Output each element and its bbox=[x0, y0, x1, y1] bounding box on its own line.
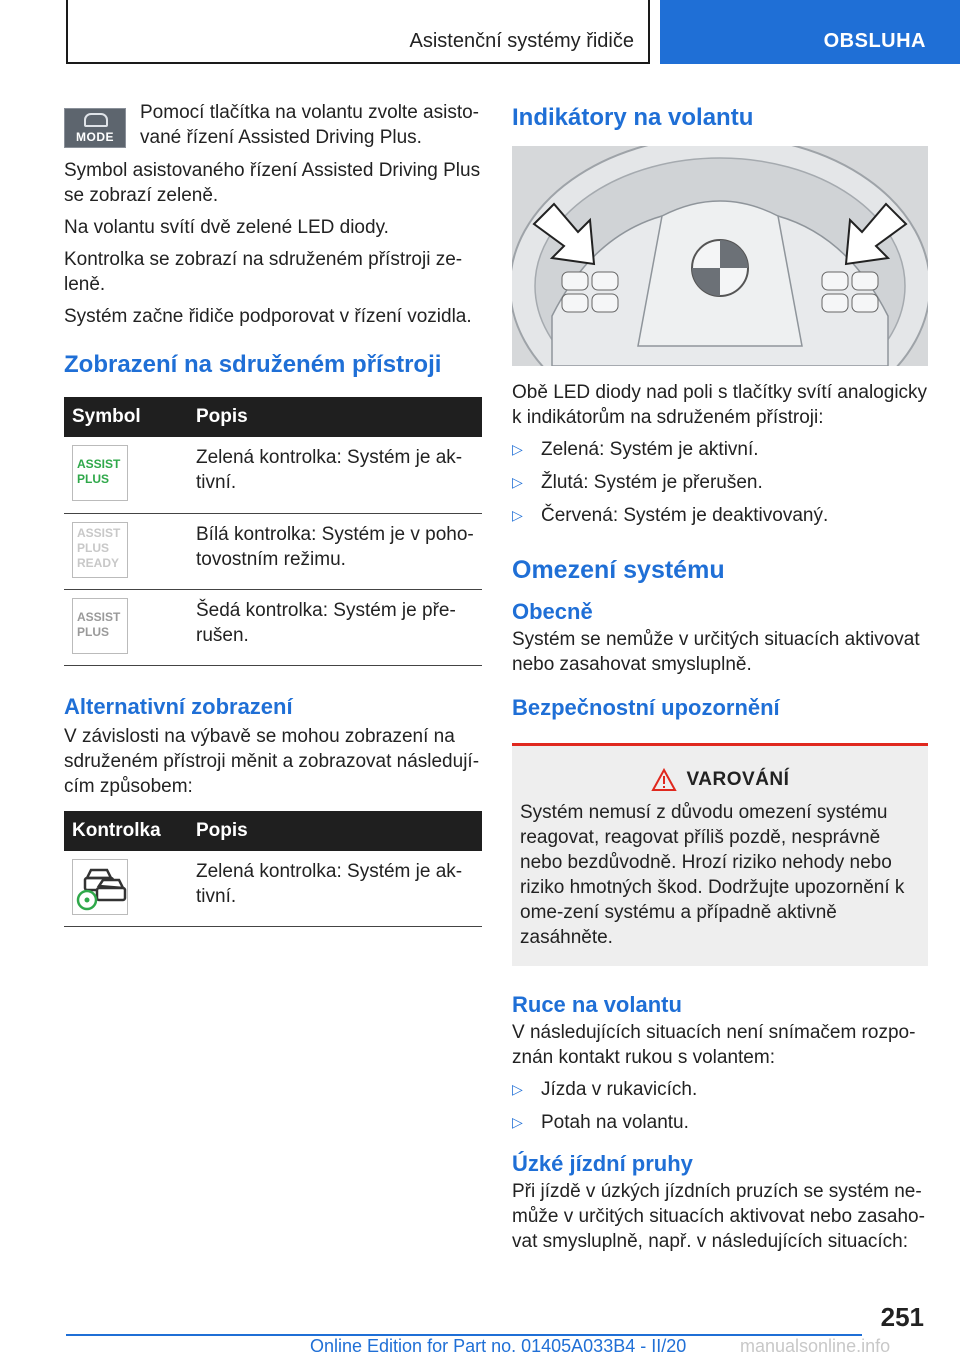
section-label: OBSLUHA bbox=[823, 30, 926, 52]
heading-safety: Bezpečnostní upozornění bbox=[512, 695, 780, 720]
indicator-table bbox=[64, 811, 482, 928]
row-description: Zelená kontrolka: Systém je ak-tivní. bbox=[188, 851, 482, 927]
bullet-triangle-icon: ▷ bbox=[512, 474, 523, 490]
warning-box bbox=[512, 743, 928, 966]
row-description: Zelená kontrolka: Systém je ak-tivní. bbox=[188, 437, 482, 513]
steering-cars-icon bbox=[72, 859, 128, 915]
heading-narrow-lanes: Úzké jízdní pruhy bbox=[512, 1151, 693, 1176]
list-item: ▷ Zelená: Systém je aktivní. bbox=[512, 439, 759, 460]
mode-button-icon bbox=[64, 108, 126, 148]
table-header-symbol: Symbol bbox=[64, 397, 188, 437]
led-description: Obě LED diody nad poli s tlačítky svítí analogicky k indikátorům na sdruženém přístroji: bbox=[512, 382, 928, 428]
bullet-triangle-icon: ▷ bbox=[512, 1081, 523, 1097]
list-item: ▷ Žlutá: Systém je přerušen. bbox=[512, 472, 763, 493]
heading-general: Obecně bbox=[512, 599, 593, 624]
warning-text: Systém nemusí z důvodu omezení systému reagovat, reagovat příliš pozdě, nesprávně nebo bezdůvodně. Hrozí riziko nehody nebo riziko hmotných škod. Dodržujte upozornění k ome-zení systému a případně aktivně zasáhněte. bbox=[520, 802, 905, 948]
paragraph: Symbol asistovaného řízení Assisted Driving Plus se zobrazí zeleně. bbox=[64, 160, 481, 206]
alternative-text: V závislosti na výbavě se mohou zobrazení na sdruženém přístroji měnit a zobrazovat následují-cím způsobem: bbox=[64, 725, 480, 797]
paragraph: Systém začne řidiče podporovat v řízení vozidla. bbox=[64, 306, 472, 327]
list-item: ▷ Červená: Systém je deaktivovaný. bbox=[512, 505, 829, 526]
hands-text: V následujících situacích není snímačem rozpo-znán kontakt rukou s volantem: bbox=[512, 1022, 916, 1068]
heading-steering-indicators: Indikátory na volantu bbox=[512, 104, 754, 131]
heading-alternative-display: Alternativní zobrazení bbox=[64, 693, 293, 719]
row-description: Bílá kontrolka: Systém je v poho-tovostním režimu. bbox=[188, 513, 482, 589]
warning-triangle-icon bbox=[651, 768, 677, 792]
list-item: ▷ Jízda v rukavicích. bbox=[512, 1079, 698, 1100]
assist-plus-grey-icon: ASSIST PLUS bbox=[72, 598, 128, 654]
mode-icon-label: MODE bbox=[76, 130, 114, 144]
bullet-triangle-icon: ▷ bbox=[512, 1114, 523, 1130]
watermark: manualsonline.info bbox=[740, 1336, 891, 1356]
right-column bbox=[512, 100, 928, 1261]
left-column bbox=[64, 100, 482, 927]
bullet-triangle-icon: ▷ bbox=[512, 441, 523, 457]
mode-instruction-text: Pomocí tlačítka na volantu zvolte asisto-vané řízení Assisted Driving Plus. bbox=[140, 102, 479, 148]
list-item: ▷ Potah na volantu. bbox=[512, 1112, 689, 1133]
table-row bbox=[64, 589, 482, 665]
general-text: Systém se nemůže v určitých situacích aktivovat nebo zasahovat smysluplně. bbox=[512, 629, 920, 675]
table-row bbox=[64, 437, 482, 513]
symbol-table bbox=[64, 397, 482, 666]
paragraph: Kontrolka se zobrazí na sdruženém přístroji ze-leně. bbox=[64, 249, 463, 295]
warning-title: VAROVÁNÍ bbox=[686, 769, 790, 790]
table-row bbox=[64, 513, 482, 589]
steering-wheel-image bbox=[512, 146, 928, 366]
edition-text: Online Edition for Part no. 01405A033B4 - II/20 bbox=[310, 1336, 687, 1356]
table-header-description: Popis bbox=[188, 397, 482, 437]
chapter-title: Asistenční systémy řidiče bbox=[409, 30, 634, 52]
bullet-triangle-icon: ▷ bbox=[512, 507, 523, 523]
hands-list bbox=[512, 1077, 928, 1135]
chapter-header bbox=[66, 0, 650, 64]
table-header-description: Popis bbox=[188, 811, 482, 851]
assist-plus-ready-white-icon: ASSIST PLUS READY bbox=[72, 522, 128, 578]
mode-instruction bbox=[64, 100, 482, 150]
indicator-list bbox=[512, 437, 928, 528]
assist-plus-green-icon: ASSIST PLUS bbox=[72, 445, 128, 501]
heading-system-limits: Omezení systému bbox=[512, 556, 725, 584]
paragraph: Na volantu svítí dvě zelené LED diody. bbox=[64, 217, 389, 238]
narrow-text: Při jízdě v úzkých jízdních pruzích se systém ne-může v určitých situacích aktivovat nebo zasaho-vat smysluplně, např. v následujících situacích: bbox=[512, 1181, 925, 1252]
page-number: 251 bbox=[880, 1302, 924, 1332]
table-header-indicator: Kontrolka bbox=[64, 811, 188, 851]
row-description: Šedá kontrolka: Systém je pře-rušen. bbox=[188, 589, 482, 665]
heading-hands-on-wheel: Ruce na volantu bbox=[512, 992, 682, 1017]
heading-cluster-display: Zobrazení na sdruženém přístroji bbox=[64, 351, 442, 378]
section-tab[interactable] bbox=[660, 0, 960, 64]
table-row bbox=[64, 851, 482, 927]
